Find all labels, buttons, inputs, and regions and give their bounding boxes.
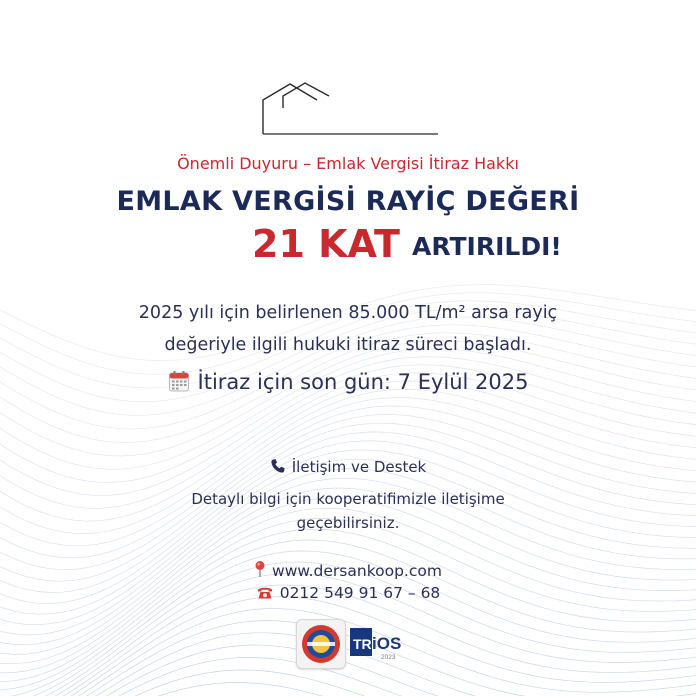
phone-number[interactable]: 0212 549 91 67 – 68 [279,584,441,602]
deadline-line [0,370,696,394]
trios-year-text: 2023 [381,654,396,661]
body-line2: değeriyle ilgili hukuki itiraz süreci başladı. [164,335,532,355]
wave-line [0,633,696,696]
deadline-text: İtiraz için son gün: 7 Eylül 2025 [197,370,529,394]
pin-icon [254,560,266,578]
website-link[interactable]: www.dersankoop.com [272,562,442,580]
contact-heading [0,458,696,476]
calendar-icon [168,370,190,392]
wave-line [0,349,696,470]
contact-text-line2: geçebilirsiniz. [296,514,400,532]
house-outline-icon [255,78,445,138]
cooperative-logo [296,619,346,669]
body-line1: 2025 yılı için belirlenen 85.000 TL/m² arsa rayiç [138,303,558,323]
headline-number: 21 KAT [252,222,400,266]
phone-line [0,584,696,602]
announcement-subtitle: Önemli Duyuru – Emlak Vergisi İtiraz Hakkı [177,154,519,173]
website-line [0,560,696,580]
trios-name-text: iOS [372,634,402,653]
phone-icon [270,458,286,474]
telephone-icon [256,584,274,600]
headline-suffix: ARTIRILDI! [412,232,562,261]
trios-2023-logo [350,624,408,664]
contact-text-line1: Detaylı bilgi için kooperatifimizle iletişime [191,490,505,508]
wave-line [0,645,696,696]
headline-line1: EMLAK VERGİSİ RAYİÇ DEĞERİ [116,186,580,217]
wave-line [0,621,696,696]
wave-line [0,609,696,696]
trios-tr-text: TR [353,636,372,652]
contact-heading-text: İletişim ve Destek [291,458,427,476]
wave-line [0,406,696,558]
